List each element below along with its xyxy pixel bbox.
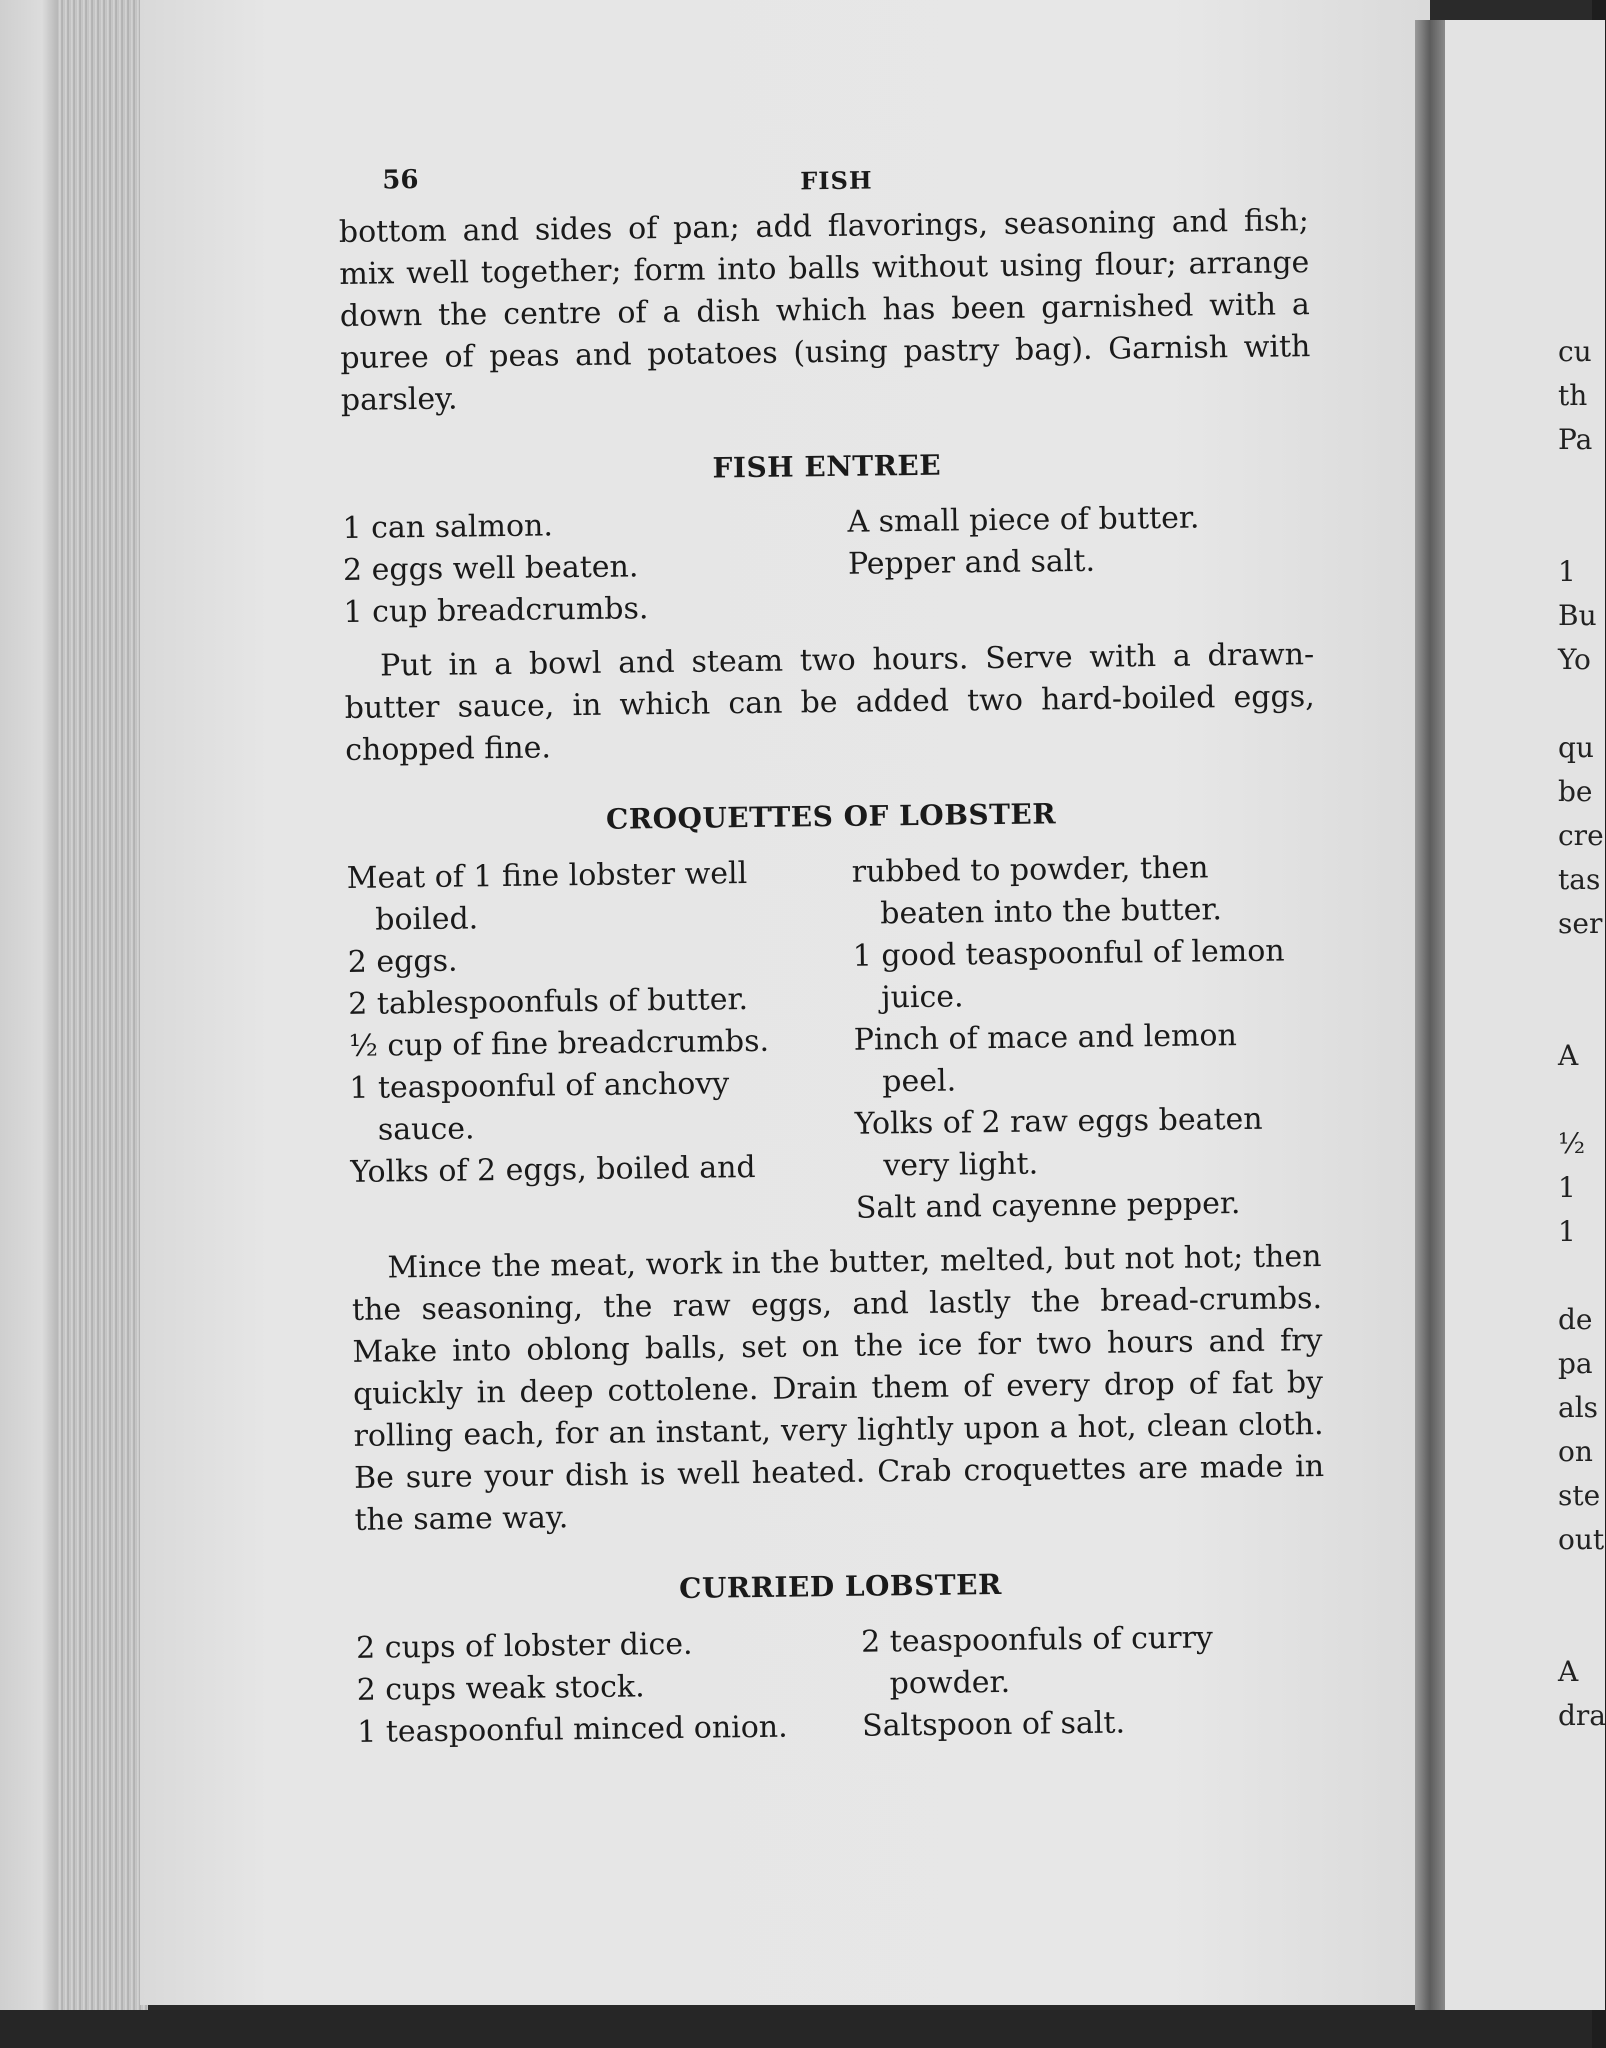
ingredient-columns xyxy=(356,1616,1327,1754)
right-page-fragment xyxy=(1558,946,1598,990)
right-page-fragment: tas xyxy=(1558,863,1601,896)
right-page-fragment: de xyxy=(1558,1303,1593,1336)
right-page-fragment: cre xyxy=(1558,819,1604,852)
ingredient: 1 teaspoonful of anchovy sauce. xyxy=(349,1066,730,1148)
page-content xyxy=(338,148,1328,1766)
ingredient: 1 good teaspoonful of lemon juice. xyxy=(852,933,1285,1016)
ingredient: Yolks of 2 eggs, boiled and xyxy=(350,1149,756,1190)
recipe-method: Mince the meat, work in the butter, melted, but not hot; then the seasoning, the raw eggs, and lastly the bread-crumbs. Make into oblong balls, set on the ice for two hours and fry quickly in deep cottolene. Drain them of every drop of fat by rolling each, for an instant, very lightly upon a hot, clean cloth. Be sure your dish is well heated. Crab croquettes are made in the same way. xyxy=(351,1239,1325,1538)
ingredient: 1 can salmon. xyxy=(342,508,554,546)
right-page-fragments xyxy=(1558,330,1606,1738)
right-page-fragment: qu xyxy=(1558,731,1594,764)
right-page-fragment: 1 xyxy=(1558,1215,1576,1248)
right-page-fragment: Bu xyxy=(1558,599,1597,632)
right-page-fragment xyxy=(1558,1562,1598,1606)
ingredient: 2 eggs well beaten. xyxy=(342,549,639,588)
right-page-fragment: Yo xyxy=(1558,643,1591,676)
right-page-fragment: A xyxy=(1558,1039,1579,1072)
ingredient-columns xyxy=(342,496,1313,634)
ingredient: Pepper and salt. xyxy=(847,543,1096,582)
right-page-fragment xyxy=(1558,990,1598,1034)
recipe-method: Put in a bowl and steam two hours. Serve with a drawn-butter sauce, in which can be added two hard-boiled eggs, chopped fine. xyxy=(344,637,1315,768)
recipe-title: FISH ENTREE xyxy=(712,448,942,485)
right-page-fragment: 1 xyxy=(1558,1171,1576,1204)
ingredient: 2 tablespoonfuls of butter. xyxy=(348,982,749,1022)
ingredient: 2 cups weak stock. xyxy=(356,1669,645,1708)
ingredient-column-left xyxy=(347,852,817,1236)
ingredient: Yolks of 2 raw eggs beaten very light. xyxy=(854,1101,1263,1184)
ingredient-columns xyxy=(347,846,1322,1236)
right-page-fragment xyxy=(1558,1254,1598,1298)
right-page-fragment: on xyxy=(1558,1435,1593,1468)
scan-border xyxy=(0,2010,1592,2048)
right-page-fragment: dra xyxy=(1558,1699,1606,1732)
right-page-fragment: out xyxy=(1558,1523,1605,1556)
intro-paragraph: bottom and sides of pan; add flavorings, seasoning and fish; mix well together; form into balls without using flour; arrange down the centre of a dish which has been garnished with a puree of peas and potatoes (using pastry bag). Garnish with parsley. xyxy=(338,203,1311,418)
ingredient: Meat of 1 fine lobster well boiled. xyxy=(346,856,748,938)
running-title: FISH xyxy=(800,165,873,196)
ingredient: 1 teaspoonful minced onion. xyxy=(356,1709,788,1750)
right-page-fragment xyxy=(1558,462,1598,506)
right-page-fragment xyxy=(1558,682,1598,726)
ingredient-column-right xyxy=(851,846,1321,1230)
right-page-fragment: pa xyxy=(1558,1347,1593,1380)
right-page-fragment xyxy=(1558,1078,1598,1122)
right-page-fragment xyxy=(1558,1606,1598,1650)
page-number: 56 xyxy=(382,165,419,196)
book-gutter xyxy=(1415,20,1445,2010)
right-page-fragment: A xyxy=(1558,1655,1579,1688)
ingredient-column-left xyxy=(356,1622,823,1754)
recipe-title: CURRIED LOBSTER xyxy=(678,1567,1002,1605)
ingredient: 1 cup breadcrumbs. xyxy=(343,591,649,630)
ingredient: 2 cups of lobster dice. xyxy=(355,1626,693,1666)
page-stack-edge xyxy=(58,0,148,2016)
recipe-title: CROQUETTES OF LOBSTER xyxy=(605,797,1057,836)
ingredient: Salt and cayenne pepper. xyxy=(855,1186,1241,1226)
ingredient-column-right xyxy=(847,496,1314,628)
right-page-fragment: ser xyxy=(1558,907,1603,940)
right-page-fragment: be xyxy=(1558,775,1593,808)
right-page-fragment: 1 xyxy=(1558,555,1576,588)
ingredient: ½ cup of fine breadcrumbs. xyxy=(348,1023,770,1064)
right-page-fragment: cu xyxy=(1558,335,1592,368)
ingredient: 2 eggs. xyxy=(347,943,458,980)
right-page-fragment xyxy=(1558,506,1598,550)
ingredient-column-left xyxy=(342,502,809,634)
right-page-fragment: th xyxy=(1558,379,1588,412)
ingredient-column-right xyxy=(861,1616,1328,1748)
ingredient: 2 teaspoonfuls of curry powder. xyxy=(860,1620,1214,1702)
right-page-fragment: ½ xyxy=(1558,1127,1586,1160)
ingredient: A small piece of butter. xyxy=(847,500,1200,540)
ingredient: Saltspoon of salt. xyxy=(861,1705,1126,1744)
right-page-fragment: Pa xyxy=(1558,423,1593,456)
ingredient: Pinch of mace and lemon peel. xyxy=(853,1018,1237,1100)
ingredient: rubbed to powder, then beaten into the butter. xyxy=(851,850,1223,932)
right-page-fragment: ste xyxy=(1558,1479,1601,1512)
right-page-fragment: als xyxy=(1558,1391,1599,1424)
